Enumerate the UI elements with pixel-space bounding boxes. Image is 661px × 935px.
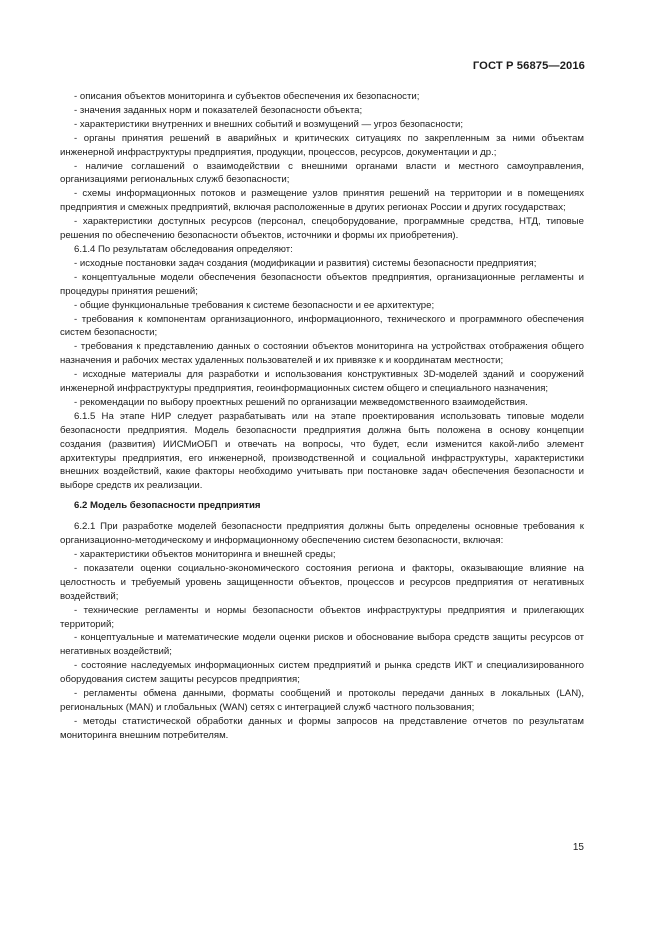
list-item: - наличие соглашений о взаимодействии с внешними органами власти и местного самоуправления, организациями региональных служб безопасности;	[60, 160, 584, 186]
list-item: - характеристики внутренних и внешних событий и возмущений — угроз безопасности;	[74, 118, 464, 130]
standard-code-header: ГОСТ Р 56875—2016	[472, 60, 585, 72]
list-item: - требования к компонентам организационного, информационного, технического и программного обеспечения систем безопасности;	[60, 313, 584, 339]
list-item: - концептуальные и математические модели оценки рисков и обоснование выбора средств защиты ресурсов от негативных воздействий;	[60, 632, 584, 658]
section-heading: 6.2 Модель безопасности предприятия	[74, 500, 261, 512]
list-item: - требования к представлению данных о состоянии объектов мониторинга на устройствах отображения общего назначения и рабочих местах удаленных пользователей и их привязке к и координатам местности;	[60, 341, 584, 367]
clause-6-1-4-intro: 6.1.4 По результатам обследования определяют:	[74, 243, 293, 255]
list-item: - схемы информационных потоков и размещение узлов принятия решений на территории и в помещениях предприятия и смежных предприятий, включая расположенные в других регионах России и других государствах;	[60, 188, 584, 214]
list-item: - исходные материалы для разработки и использования конструктивных 3D-моделей зданий и сооружений инженерной инфраструктуры предприятия, геоинформационных систем общего и специального назначения;	[60, 369, 584, 395]
list-item: - значения заданных норм и показателей безопасности объекта;	[74, 104, 363, 116]
list-item: - показатели оценки социально-экономического состояния региона и факторы, оказывающие влияние на целостность и требуемый уровень защищенности объектов, процессов и ресурсов предприятия от негативных воздействий;	[60, 562, 584, 602]
list-item: - общие функциональные требования к системе безопасности и ее архитектуре;	[74, 299, 435, 311]
list-item: - характеристики доступных ресурсов (персонал, спецоборудование, программные средства, НТД, типовые решения по обеспечению безопасности объектов, источники и формы их приобретения).	[60, 216, 584, 242]
list-item: - состояние наследуемых информационных систем предприятий и рынка средств ИКТ и специализированного оборудования систем защиты ресурсов предприятия;	[60, 660, 584, 686]
list-item: - технические регламенты и нормы безопасности объектов инфраструктуры предприятия и прилегающих территорий;	[60, 604, 584, 630]
clause-6-1-5-text: 6.1.5 На этапе НИР следует разрабатывать или на этапе проектирования использовать типовые модели безопасности предприятия. Модель безопасности предприятия должна быть положена в основу концепции создания (развития) ИИСМиОБП и отвечать на вопросы, что будет, если изменится какой-либо элемент архитектуры предприятия, его инженерной, производственной и социальной инфраструктуры, характеристики внешних воздействий, какие факторы необходимо учитывать при постановке задач обеспечения безопасности и выборе средств их реализации.	[60, 410, 584, 492]
list-item: - исходные постановки задач создания (модификации и развития) системы безопасности предприятия;	[74, 257, 537, 269]
list-item: - концептуальные модели обеспечения безопасности объектов предприятия, организационные регламенты и процедуры принятия решений;	[60, 271, 584, 297]
list-item: - методы статистической обработки данных и формы запросов на представление отчетов по результатам мониторинга внешним потребителям.	[60, 715, 584, 741]
list-item: - характеристики объектов мониторинга и внешней среды;	[74, 549, 336, 560]
clause-6-2-1-intro: 6.2.1 При разработке моделей безопасности предприятия должны быть определены основные требования к организационно-методическому и информационному обеспечению систем безопасности, включая:	[60, 521, 584, 547]
list-item: - описания объектов мониторинга и субъектов обеспечения их безопасности;	[74, 91, 420, 102]
list-item: - органы принятия решений в аварийных и критических ситуациях по закрепленным за ними объектам инженерной инфраструктуры предприятия, продукции, процессов, ресурсов, документации и др.;	[60, 132, 584, 158]
list-item: - рекомендации по выбору проектных решений по организации межведомственного взаимодействия.	[74, 396, 528, 408]
page-number: 15	[572, 842, 584, 853]
document-body	[60, 90, 584, 743]
list-item: - регламенты обмена данными, форматы сообщений и протоколы передачи данных в локальных (LAN), региональных (MAN) и глобальных (WAN) сетях с интеграцией служб частного пользования;	[60, 688, 584, 713]
